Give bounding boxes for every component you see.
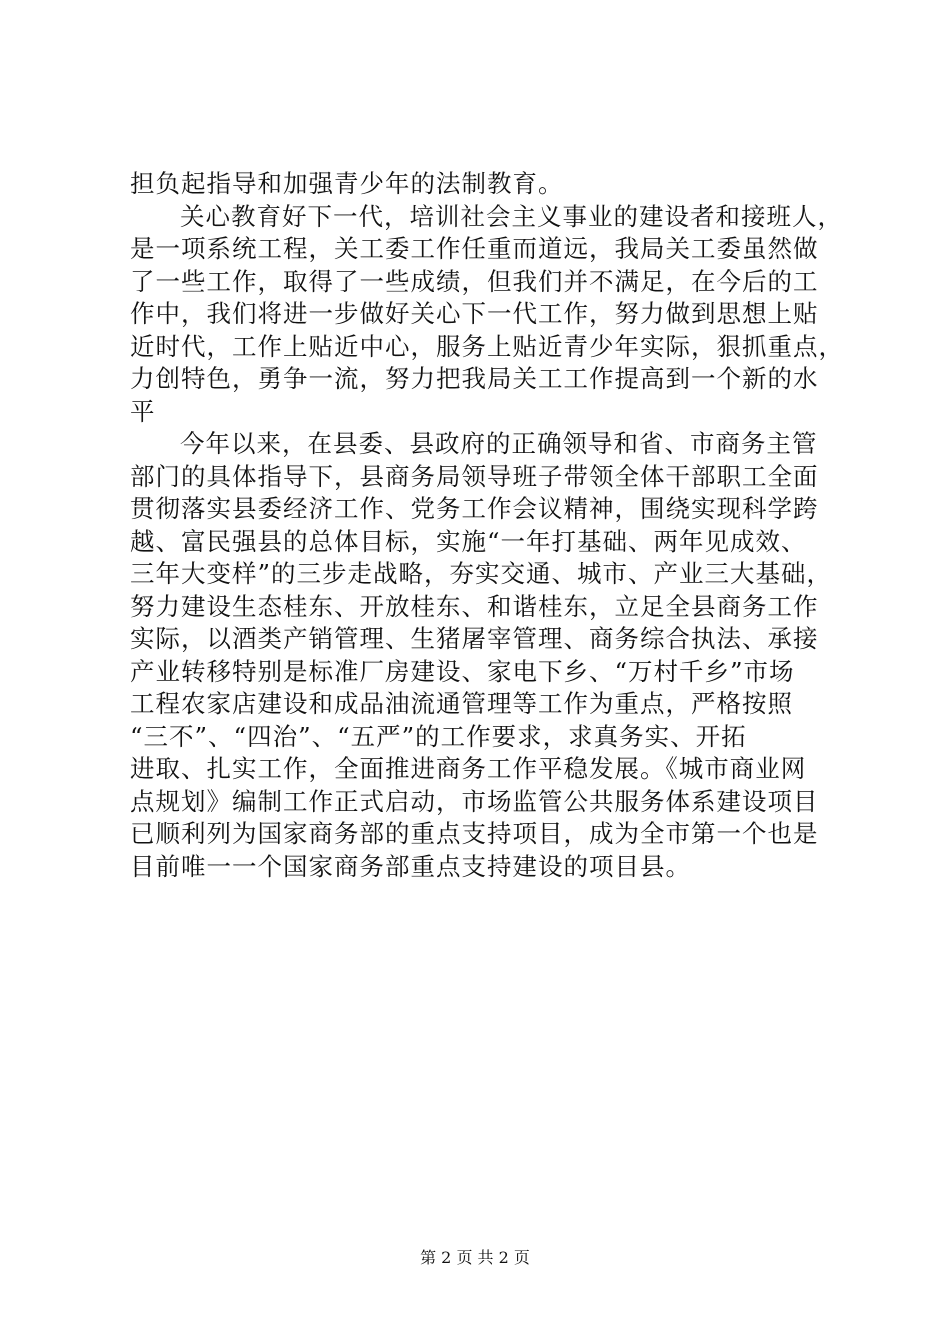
text-line: 点规划》编制工作正式启动，市场监管公共服务体系建设项目 — [130, 786, 819, 816]
paragraph-1 — [130, 168, 830, 201]
text-line: 已顺利列为国家商务部的重点支持项目，成为全市第一个也是 — [130, 819, 819, 848]
text-line: 了一些工作，取得了一些成绩，但我们并不满足，在今后的工 — [130, 266, 819, 296]
text-line: 实际，以酒类产销管理、生猪屠宰管理、商务综合执法、承接 — [130, 624, 819, 653]
text-line: 贯彻落实县委经济工作、党务工作会议精神，围绕实现科学跨 — [130, 494, 819, 523]
text-line: 平 — [130, 396, 156, 426]
text-line: 产业转移特别是标准厂房建设、家电下乡、“万村千乡”市场 — [130, 656, 795, 686]
document-body — [130, 168, 844, 883]
text-line: 越、富民强县的总体目标，实施“一年打基础、两年见成效、 — [130, 526, 807, 556]
text-line: 近时代，工作上贴近中心，服务上贴近青少年实际，狠抓重点， — [130, 331, 844, 361]
paragraph-3 — [130, 428, 833, 883]
text-line: 关心教育好下一代，培训社会主义事业的建设者和接班人， — [180, 201, 843, 231]
text-line: 是一项系统工程，关工委工作任重而道远，我局关工委虽然做 — [130, 234, 819, 263]
text-line: 工程农家店建设和成品油流通管理等工作为重点，严格按照 — [130, 689, 793, 718]
text-line: 目前唯一一个国家商务部重点支持建设的项目县。 — [130, 851, 691, 881]
text-line: 担负起指导和加强青少年的法制教育。 — [130, 169, 564, 198]
text-line: 部门的具体指导下，县商务局领导班子带领全体干部职工全面 — [130, 461, 819, 491]
text-line: 三年大变样”的三步走战略，夯实交通、城市、产业三大基础， — [130, 559, 833, 588]
text-line: 今年以来，在县委、县政府的正确领导和省、市商务主管 — [180, 429, 818, 458]
paragraph-2 — [130, 201, 844, 429]
text-line: 力创特色，勇争一流，努力把我局关工工作提高到一个新的水 — [130, 364, 819, 393]
text-line: 作中，我们将进一步做好关心下一代工作，努力做到思想上贴 — [130, 299, 819, 328]
text-line: “三不”、“四治”、“五严”的工作要求，求真务实、开拓 — [130, 721, 747, 751]
page-number-footer: 第 2 页 共 2 页 — [420, 1248, 530, 1267]
text-line: 努力建设生态桂东、开放桂东、和谐桂东，立足全县商务工作 — [130, 591, 819, 621]
text-line: 进取、扎实工作，全面推进商务工作平稳发展。《城市商业网 — [130, 754, 807, 783]
